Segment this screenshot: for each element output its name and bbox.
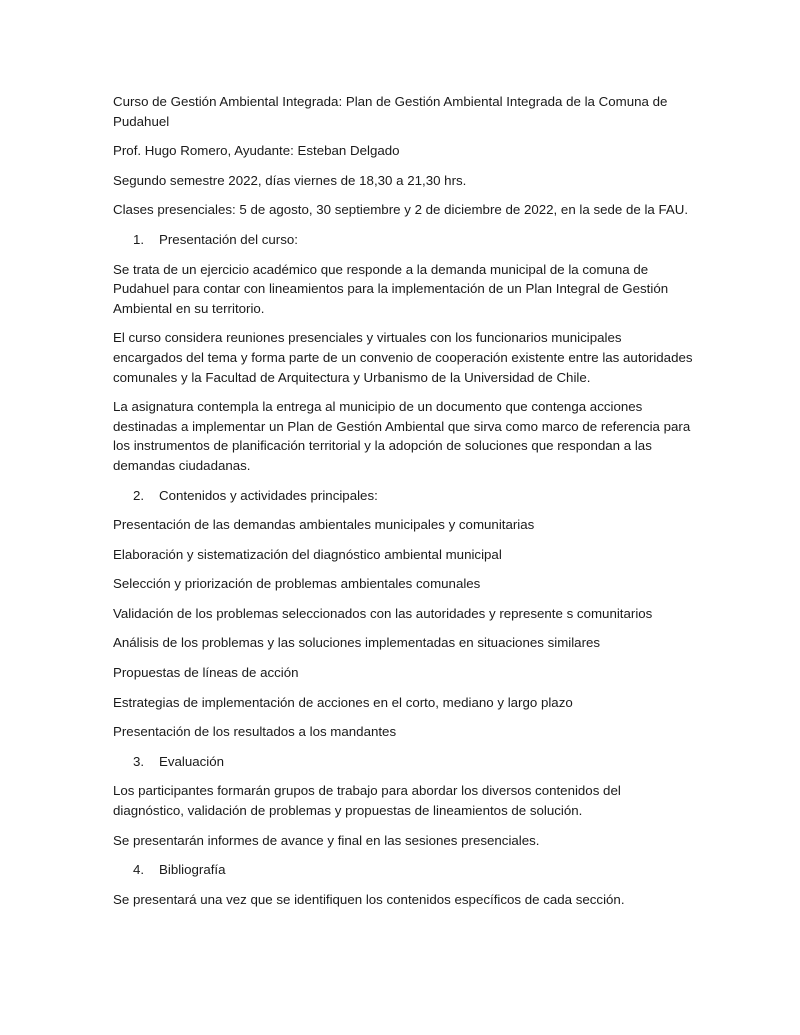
document-body [113,92,693,919]
professors-line: Prof. Hugo Romero, Ayudante: Esteban Delgado [113,143,400,159]
section-2-heading [113,486,693,506]
section-1-paragraph: Se trata de un ejercicio académico que responde a la demanda municipal de la comuna de Pudahuel para contar con lineamientos para la implementación de un Plan Integral de Gestión Ambiental en su territorio. [113,261,669,316]
section-3-title: Evaluación [159,753,225,769]
section-4-paragraph: Se presentará una vez que se identifiquen los contenidos específicos de cada sección. [113,891,625,907]
section-1-title: Presentación del curso: [159,231,298,247]
in-person-classes-line: Clases presenciales: 5 de agosto, 30 septiembre y 2 de diciembre de 2022, en la sede de la FAU. [113,202,689,218]
section-3-heading [113,752,693,772]
section-3-paragraph: Los participantes formarán grupos de trabajo para abordar los diversos contenidos del diagnóstico, validación de problemas y propuestas de lineamientos de solución. [113,783,621,819]
section-1-heading [113,230,693,250]
section-1-paragraph: El curso considera reuniones presenciales y virtuales con los funcionarios municipales encargados del tema y forma parte de un convenio de cooperación existente entre las autoridades comunales y la Facultad de Arquitectura y Urbanismo de la Universidad de Chile. [113,330,693,385]
activity-item: Estrategias de implementación de acciones en el corto, mediano y largo plazo [113,694,573,710]
section-3-number: 3. [133,753,145,769]
section-1-number: 1. [133,231,145,247]
section-4-number: 4. [133,862,145,878]
section-4-title: Bibliografía [159,862,226,878]
activity-item: Presentación de los resultados a los mandantes [113,724,397,740]
activity-item: Validación de los problemas seleccionados con las autoridades y represente s comunitarios [113,605,653,621]
course-title: Curso de Gestión Ambiental Integrada: Plan de Gestión Ambiental Integrada de la Comuna de Pudahuel [113,94,668,129]
activity-item: Presentación de las demandas ambientales municipales y comunitarias [113,517,535,533]
section-1-paragraph: La asignatura contempla la entrega al municipio de un documento que contenga acciones destinadas a implementar un Plan de Gestión Ambiental que sirva como marco de referencia para los instrumentos de planificación territorial y la adopción de soluciones que respondan a las demandas ciudadanas. [113,399,691,473]
section-2-number: 2. [133,487,145,503]
section-4-heading [113,860,693,880]
section-2-title: Contenidos y actividades principales: [159,487,378,503]
activity-item: Elaboración y sistematización del diagnóstico ambiental municipal [113,546,502,562]
activity-item: Análisis de los problemas y las soluciones implementadas en situaciones similares [113,635,601,651]
activity-item: Propuestas de líneas de acción [113,665,299,681]
section-3-paragraph: Se presentarán informes de avance y final en las sesiones presenciales. [113,832,540,848]
schedule-line: Segundo semestre 2022, días viernes de 18,30 a 21,30 hrs. [113,172,467,188]
activity-item: Selección y priorización de problemas ambientales comunales [113,576,481,592]
